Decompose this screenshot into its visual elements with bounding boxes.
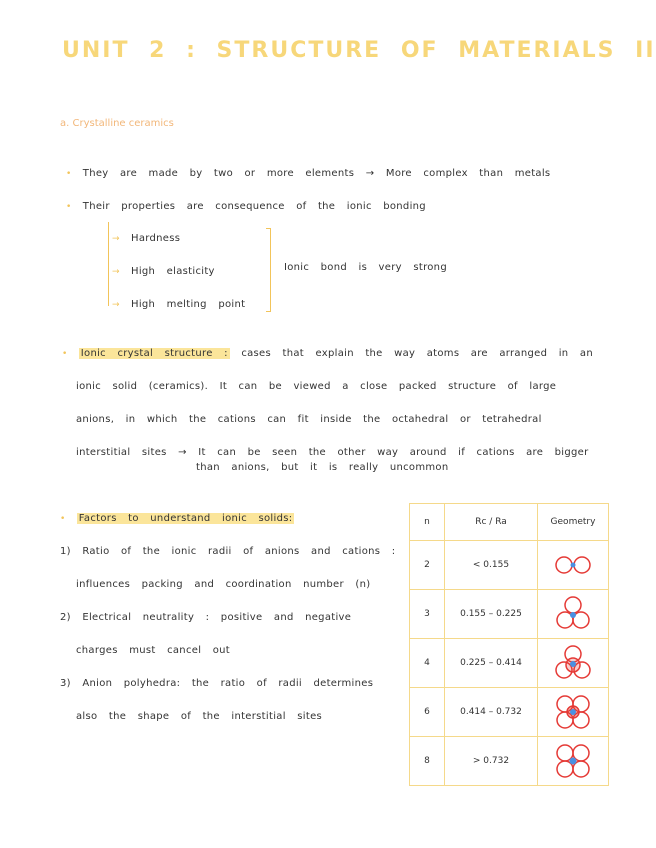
col-header: n: [410, 504, 445, 541]
tetrahedral-icon: [553, 643, 593, 683]
bullet-dot-icon: •: [66, 202, 83, 212]
factor-1: 1) Ratio of the ionic radii of anions and cations :: [60, 546, 396, 557]
factor-2-detail: charges must cancel out: [76, 645, 231, 656]
table-row: 3 0.155 – 0.225: [410, 590, 609, 639]
table-row: 2 < 0.155: [410, 541, 609, 590]
col-header: Rc / Ra: [445, 504, 538, 541]
tree-line: [108, 222, 109, 306]
section-heading: a. Crystalline ceramics: [60, 118, 174, 129]
factors-heading: • Factors to understand ionic solids:: [60, 513, 293, 524]
factor-1-detail: influences packing and coordination number (n): [76, 579, 371, 590]
ionic-line-4: interstitial sites → It can be seen the other way around if cations are bigger: [76, 447, 589, 458]
ionic-line-3: anions, in which the cations can fit inside the octahedral or tetrahedral: [76, 414, 542, 425]
triangular-icon: [553, 594, 593, 634]
factor-2: 2) Electrical neutrality : positive and negative: [60, 612, 352, 623]
col-header: Geometry: [538, 504, 609, 541]
ionic-line-1: • Ionic crystal structure : cases that explain the way atoms are arranged in an: [62, 348, 593, 359]
table-row: 6 0.414 – 0.732: [410, 688, 609, 737]
table-header-row: [410, 504, 609, 541]
property-item: → Hardness: [112, 233, 181, 244]
ionic-label: Ionic crystal structure :: [80, 348, 228, 359]
bullet-text: Their properties are consequence of the ionic bonding: [82, 201, 426, 212]
properties-note: Ionic bond is very strong: [284, 262, 447, 273]
linear-icon: [551, 554, 595, 576]
factor-3: 3) Anion polyhedra: the ratio of radii determines: [60, 678, 374, 689]
cubic-icon: [553, 741, 593, 781]
bullet-properties: [66, 201, 426, 212]
ionic-line-5: than anions, but it is really uncommon: [196, 462, 449, 473]
factor-3-detail: also the shape of the interstitial sites: [76, 711, 323, 722]
bullet-text: They are made by two or more elements → More complex than metals: [82, 168, 551, 179]
property-item: → High elasticity: [112, 266, 215, 277]
brace: [266, 228, 271, 312]
ionic-line-2: ionic solid (ceramics). It can be viewed a close packed structure of large: [76, 381, 557, 392]
property-item: → High melting point: [112, 299, 246, 310]
table-row: 4 0.225 – 0.414: [410, 639, 609, 688]
bullet-elements: [66, 168, 550, 179]
page-title: UNIT 2 : STRUCTURE OF MATERIALS II: [62, 38, 656, 63]
bullet-dot-icon: •: [66, 169, 83, 179]
coordination-table: [409, 503, 609, 786]
octahedral-icon: [553, 692, 593, 732]
table-row: 8 > 0.732: [410, 737, 609, 786]
